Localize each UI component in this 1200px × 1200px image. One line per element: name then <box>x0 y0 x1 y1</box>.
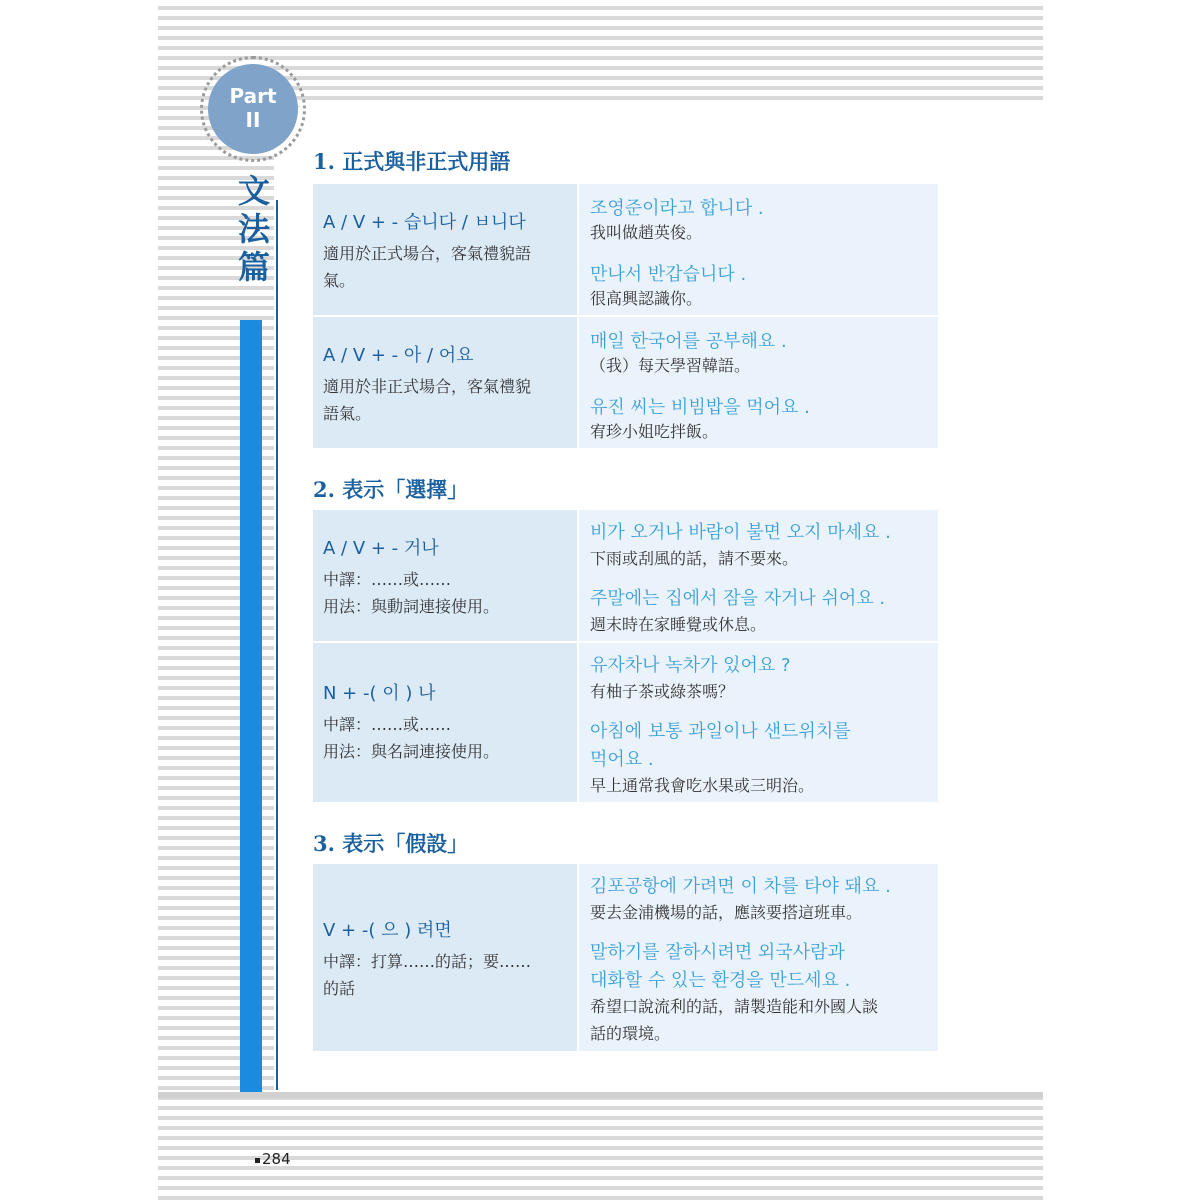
pattern-cell <box>313 510 577 641</box>
korean-example: 비가 오거나 바람이 불면 오지 마세요 . <box>590 522 891 543</box>
chinese-translation: 週末時在家睡覺或休息。 <box>590 615 767 634</box>
grammar-table <box>313 864 938 1051</box>
korean-example: 매일 한국어를 공부해요 . <box>590 331 787 352</box>
chinese-translation: 早上通常我會吃水果或三明治。 <box>590 776 815 795</box>
description-line: 適用於正式場合，客氣禮貌語 <box>323 244 532 263</box>
section-heading: 2. 表示「選擇」 <box>313 477 469 502</box>
chinese-translation: （我）每天學習韓語。 <box>590 356 751 375</box>
korean-example: 유진 씨는 비빔밥을 먹어요 . <box>590 397 810 418</box>
badge-part-label: Part <box>229 84 277 108</box>
chinese-translation: 要去金浦機場的話，應該要搭這班車。 <box>590 903 863 922</box>
grammar-row <box>313 864 938 1051</box>
korean-example-continued: 먹어요 . <box>590 749 654 770</box>
side-title-char: 文 <box>237 172 270 210</box>
section-heading: 1. 正式與非正式用語 <box>313 149 511 174</box>
grammar-pattern: A / V + - 거나 <box>323 538 439 559</box>
pattern-cell <box>313 864 577 1051</box>
examples-cell <box>579 317 938 448</box>
korean-example: 말하기를 잘하시려면 외국사람과 <box>590 942 845 963</box>
grammar-row <box>313 510 938 641</box>
examples-cell <box>579 184 938 315</box>
pattern-description <box>323 948 571 1002</box>
grammar-pattern: N + -( 이 ) 나 <box>323 683 436 704</box>
chinese-translation: 希望口說流利的話，請製造能和外國人談 <box>590 997 879 1016</box>
grammar-pattern: A / V + - 아 / 어요 <box>323 345 474 366</box>
badge-part-number: II <box>245 108 261 132</box>
description-line: 氣。 <box>323 271 356 290</box>
margin-rule <box>276 200 278 1090</box>
chinese-translation: 宥珍小姐吃拌飯。 <box>590 422 719 441</box>
description-line: 中譯：……或…… <box>323 715 452 734</box>
section-heading: 3. 表示「假設」 <box>313 831 469 856</box>
description-line: 語氣。 <box>323 404 372 423</box>
examples-cell <box>579 864 938 1051</box>
pattern-description <box>323 566 571 620</box>
pattern-description <box>323 373 571 427</box>
side-title <box>232 172 276 286</box>
chinese-translation: 下雨或刮風的話，請不要來。 <box>590 549 799 568</box>
grammar-pattern: V + -( 으 ) 려면 <box>323 920 452 941</box>
korean-example-continued: 대화할 수 있는 환경을 만드세요 . <box>590 970 851 991</box>
grammar-row <box>313 317 938 448</box>
grammar-pattern: A / V + - 습니다 / ㅂ니다 <box>323 212 526 233</box>
description-line: 的話 <box>323 979 356 998</box>
pattern-cell <box>313 317 577 448</box>
description-line: 用法：與名詞連接使用。 <box>323 742 500 761</box>
description-line: 用法：與動詞連接使用。 <box>323 597 500 616</box>
side-title-char: 篇 <box>237 248 270 286</box>
korean-example: 유자차나 녹차가 있어요 ? <box>590 655 791 676</box>
side-accent-bar <box>240 320 262 1095</box>
korean-example: 만나서 반갑습니다 . <box>590 264 747 285</box>
examples-cell <box>579 510 938 641</box>
page-number: 284 <box>262 1150 291 1168</box>
chinese-translation: 有柚子茶或綠茶嗎？ <box>590 682 735 701</box>
chinese-translation: 我叫做趙英俊。 <box>590 223 703 242</box>
description-line: 適用於非正式場合，客氣禮貌 <box>323 377 532 396</box>
side-title-char: 法 <box>237 210 270 248</box>
chinese-translation: 很高興認識你。 <box>590 289 703 308</box>
description-line: 中譯：……或…… <box>323 570 452 589</box>
examples-cell <box>579 643 938 802</box>
page-number-bullet <box>255 1158 260 1163</box>
part-badge <box>208 64 298 154</box>
korean-example: 조영준이라고 합니다 . <box>590 198 764 219</box>
pattern-cell <box>313 643 577 802</box>
korean-example: 김포공항에 가려면 이 차를 타야 돼요 . <box>590 876 891 897</box>
pattern-cell <box>313 184 577 315</box>
grammar-row <box>313 643 938 802</box>
grammar-table <box>313 510 938 802</box>
korean-example: 주말에는 집에서 잠을 자거나 쉬어요 . <box>590 588 886 609</box>
chinese-translation-continued: 話的環境。 <box>590 1024 671 1043</box>
korean-example: 아침에 보통 과일이나 샌드위치를 <box>590 721 851 742</box>
pattern-description <box>323 240 571 294</box>
bottom-divider <box>158 1092 1043 1098</box>
pattern-description <box>323 711 571 765</box>
description-line: 中譯：打算……的話；要…… <box>323 952 532 971</box>
grammar-row <box>313 184 938 315</box>
grammar-table <box>313 184 938 448</box>
